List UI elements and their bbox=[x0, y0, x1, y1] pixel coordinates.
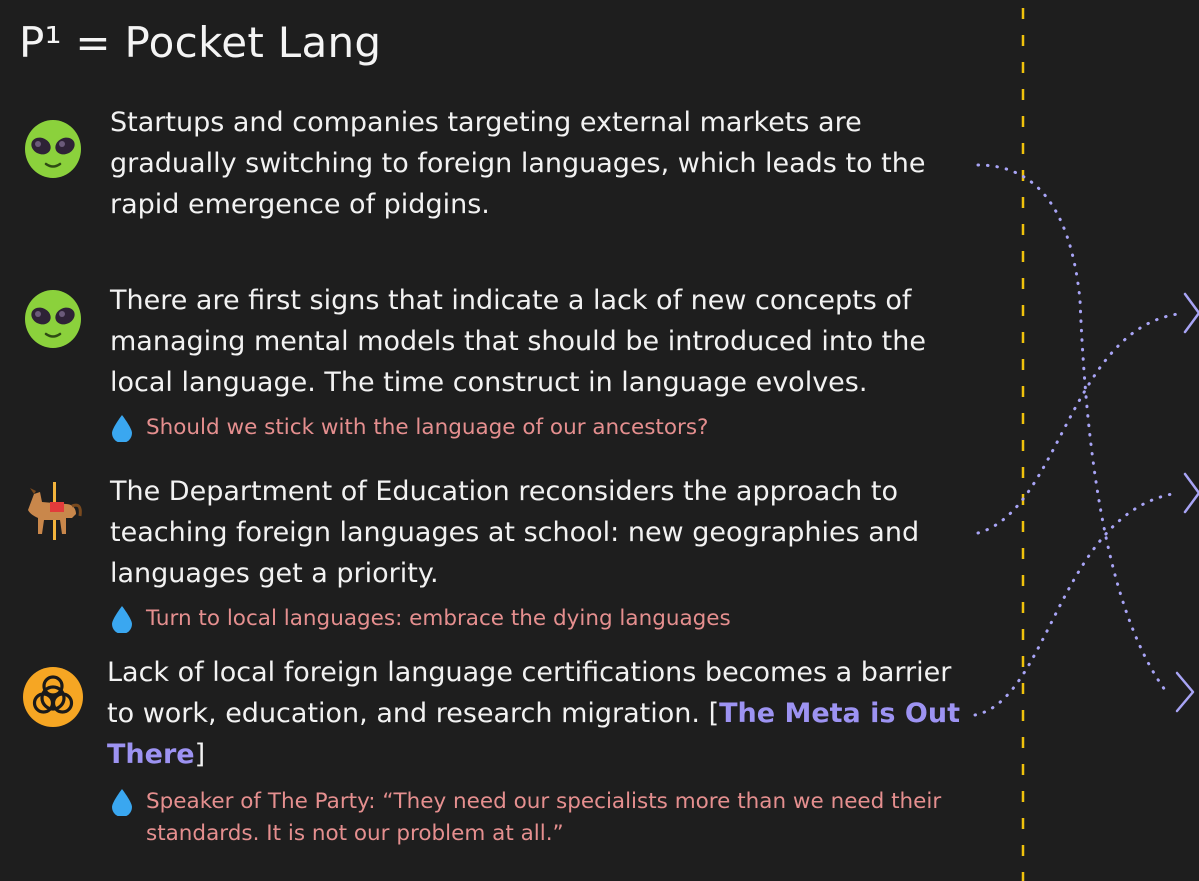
connector-line bbox=[978, 314, 1178, 533]
connector-line bbox=[978, 165, 1165, 690]
arrow-right-icon bbox=[1185, 474, 1199, 512]
connector-line bbox=[975, 493, 1178, 715]
card-1-text: Startups and companies targeting external markets are gradually switching to foreign languages, which leads to the rapid emergence of pidgins. bbox=[110, 107, 926, 220]
card-4-text-before: Lack of local foreign language certifications becomes a barrier to work, education, and research migration. [ bbox=[107, 657, 952, 729]
page-title: P¹ = Pocket Lang bbox=[19, 18, 382, 67]
arrow-right-icon bbox=[1177, 673, 1193, 711]
note-text: Speaker of The Party: “They need our specialists more than we need their standards. It is not our problem at all.” bbox=[146, 789, 942, 846]
arrow-right-icon bbox=[1185, 294, 1199, 332]
note-text: Should we stick with the language of our ancestors? bbox=[146, 415, 709, 440]
card-3-text: The Department of Education reconsiders the approach to teaching foreign languages at school: new geographies and languages get a priority. bbox=[110, 476, 920, 589]
meta-out-there-link[interactable]: The Meta is Out There bbox=[107, 698, 960, 770]
note-text: Turn to local languages: embrace the dying languages bbox=[146, 606, 731, 631]
card-4-text-after: ] bbox=[194, 739, 206, 770]
card-2-text: There are first signs that indicate a lack of new concepts of managing mental models that should be introduced into the local language. The time construct in language evolves. bbox=[110, 285, 926, 398]
